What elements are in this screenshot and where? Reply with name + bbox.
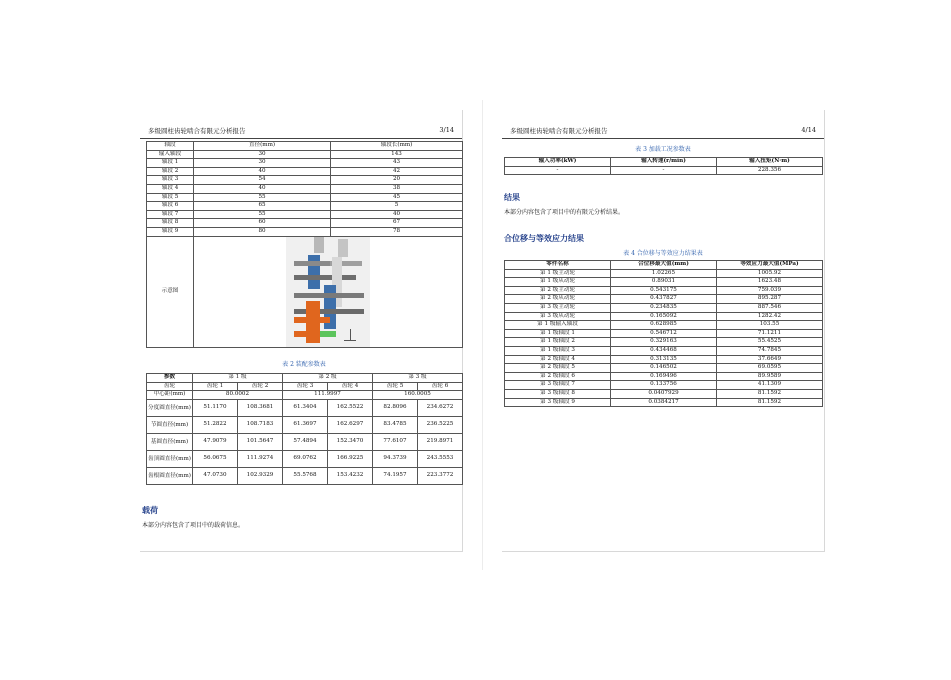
shaft-table [146,141,463,348]
section-title-result: 结果 [504,193,520,202]
table-cell: 45 [331,193,463,202]
table-row [147,159,463,168]
table-row [147,210,463,219]
table-caption-3: 表 3 加载工况参数表 [635,146,691,153]
table-cell: 65 [194,202,331,211]
table-cell: 108.3681 [238,399,283,416]
table-header-row [147,142,463,151]
table-cell: 67 [331,219,463,228]
table-cell: 0.165092 [611,312,717,321]
table-cell: 71.1211 [717,329,823,338]
row-label: 基圆直径(mm) [147,433,193,450]
page-header [510,126,816,138]
column-header: 输入转速(r/min) [611,158,717,167]
table-cell: 第 2 级从动轮 [505,295,611,304]
table-row [505,166,823,175]
column-header: 直径(mm) [194,142,331,151]
table-cell: 第 2 级轴段 5 [505,364,611,373]
column-header: 合位移最大值(mm) [611,261,717,270]
table-row [505,295,823,304]
header-title: 多级圆柱齿轮啮合有限元分析报告 [148,127,246,135]
header-rule [502,138,824,139]
header-rule [140,138,462,139]
gear-header: 齿轮 3 [283,382,328,391]
table-cell: 41.1309 [717,381,823,390]
table-cell: 轴段 6 [147,202,194,211]
table-cell: 0.329163 [611,338,717,347]
gearbox-assembly-diagram [286,237,370,347]
column-header: 等效应力最大值(MPa) [717,261,823,270]
table-cell: 第 3 级轴段 9 [505,398,611,407]
table-row [147,202,463,211]
page-number: 3/14 [439,126,454,134]
table-cell: 0.313135 [611,355,717,364]
table-cell: 55 [194,210,331,219]
table-cell: 162.6297 [328,416,373,433]
table-row [505,278,823,287]
column-header: 轴段长(mm) [331,142,463,151]
table-cell: 1.02265 [611,269,717,278]
table-cell: 108.7183 [238,416,283,433]
table-cell: - [505,166,611,175]
center-distance-label: 中心距(mm) [147,391,193,400]
table-row [147,416,463,433]
stage-header: 第 2 级 [283,374,373,383]
table-row [147,399,463,416]
table-cell: 0.0384217 [611,398,717,407]
table-cell: 第 3 级从动轮 [505,312,611,321]
column-header: 零件名称 [505,261,611,270]
table-header-row [505,158,823,167]
table-cell: 56.0675 [193,450,238,467]
table-cell: 55 [194,193,331,202]
table-cell: 101.5647 [238,433,283,450]
gear-row-label: 齿轮 [147,382,193,391]
table-row [147,467,463,484]
table-cell: 51.2822 [193,416,238,433]
table-cell: 43 [331,159,463,168]
table-cell: 81.1592 [717,398,823,407]
table-cell: 895.287 [717,295,823,304]
page-number: 4/14 [801,126,816,134]
table-cell: 38 [331,184,463,193]
table-row [505,329,823,338]
table-cell: 47.0730 [193,467,238,484]
diagram-row [147,236,463,347]
table-cell: 0.628985 [611,321,717,330]
table-cell: 243.5553 [418,450,463,467]
table-row [147,227,463,236]
table-cell: 0.546712 [611,329,717,338]
table-row [505,372,823,381]
table-row [505,321,823,330]
table-row [505,398,823,407]
table-cell: 153.4232 [328,467,373,484]
table-cell: 61.3697 [283,416,328,433]
table-caption-4: 表 4 合位移与等效应力结果表 [623,250,703,257]
table-row [505,269,823,278]
center-distance-value: 160.0005 [373,391,463,400]
table-cell: 94.3739 [373,450,418,467]
table-cell: 30 [194,150,331,159]
table-cell: 输入轴段 [147,150,194,159]
table-cell: 第 1 级输入轴段 [505,321,611,330]
table-cell: 1282.42 [717,312,823,321]
diagram-label: 示意图 [147,236,194,347]
table-cell: 77.6107 [373,433,418,450]
table-cell: 74.1957 [373,467,418,484]
table-row [147,167,463,176]
table-cell: 143 [331,150,463,159]
table-cell: 103.55 [717,321,823,330]
table-cell: 78 [331,227,463,236]
page-divider [482,100,483,570]
table-row [505,312,823,321]
table-cell: 第 2 级主动轮 [505,286,611,295]
param-header: 参数 [147,374,193,383]
row-label: 齿根圆直径(mm) [147,467,193,484]
page-header [148,126,454,138]
report-page-3 [140,110,463,552]
table-cell: 轴段 1 [147,159,194,168]
gear-header: 齿轮 6 [418,382,463,391]
table-cell: 111.9274 [238,450,283,467]
table-cell: 55.4525 [717,338,823,347]
table-cell: 57.4894 [283,433,328,450]
gear-header: 齿轮 1 [193,382,238,391]
gear-parameter-table [146,373,463,485]
table-cell: 162.5522 [328,399,373,416]
result-table [504,260,823,407]
table-cell: 60 [194,219,331,228]
table-cell: 0.234835 [611,303,717,312]
column-header: 轴段 [147,142,194,151]
table-cell: 69.0762 [283,450,328,467]
table-row [147,184,463,193]
table-cell: 887.546 [717,303,823,312]
center-distance-value: 80.0002 [193,391,283,400]
table-cell: 5 [331,202,463,211]
report-page-4 [502,110,825,552]
row-label: 节圆直径(mm) [147,416,193,433]
table-cell: 30 [194,159,331,168]
column-header: 输入扭矩(N·m) [717,158,823,167]
header-title: 多级圆柱齿轮啮合有限元分析报告 [510,127,608,135]
table-cell: 第 3 级主动轮 [505,303,611,312]
table-cell: 152.3470 [328,433,373,450]
row-label: 齿顶圆直径(mm) [147,450,193,467]
section-text-load: 本部分内容包含了项目中的载荷信息。 [142,522,245,529]
table-cell: 轴段 3 [147,176,194,185]
table-cell: 轴段 9 [147,227,194,236]
table-row [147,193,463,202]
table-cell: 228.356 [717,166,823,175]
table-cell: 89.9589 [717,372,823,381]
gear-header: 齿轮 5 [373,382,418,391]
table-cell: 166.9225 [328,450,373,467]
table-cell: 第 1 级从动轮 [505,278,611,287]
table-cell: 61.3404 [283,399,328,416]
table-cell: 40 [331,210,463,219]
section-title-displacement: 合位移与等效应力结果 [504,234,584,243]
table-cell: 40 [194,167,331,176]
table-cell: 1005.92 [717,269,823,278]
table-cell: 0.543175 [611,286,717,295]
table-cell: 54 [194,176,331,185]
table-cell: 第 1 级轴段 1 [505,329,611,338]
table-row [505,346,823,355]
table-cell: 20 [331,176,463,185]
center-distance-value: 111.9997 [283,391,373,400]
gear-header: 齿轮 2 [238,382,283,391]
table-cell: 81.1592 [717,389,823,398]
stage-header: 第 1 级 [193,374,283,383]
table-cell: 219.8971 [418,433,463,450]
table-row [505,389,823,398]
table-cell: 223.3772 [418,467,463,484]
table-row [505,381,823,390]
table-row [505,286,823,295]
table-cell: 0.434468 [611,346,717,355]
table-cell: 第 3 级轴段 8 [505,389,611,398]
table-row [505,364,823,373]
table-cell: 0.169496 [611,372,717,381]
table-cell: 0.146502 [611,364,717,373]
table-cell: 83.4785 [373,416,418,433]
table-cell: 轴段 4 [147,184,194,193]
table-cell: 第 1 级轴段 3 [505,346,611,355]
table-cell: 第 2 级轴段 6 [505,372,611,381]
table-cell: 轴段 7 [147,210,194,219]
table-cell: 1623.48 [717,278,823,287]
assembly-diagram-cell [194,236,463,347]
table-cell: 69.0595 [717,364,823,373]
table-cell: 47.9079 [193,433,238,450]
table-cell: 0.133756 [611,381,717,390]
table-cell: 40 [194,184,331,193]
table-row [147,219,463,228]
stage-header-row [147,374,463,383]
table-caption-2: 表 2 装配参数表 [282,361,326,368]
table-cell: 759.039 [717,286,823,295]
table-cell: 第 1 级主动轮 [505,269,611,278]
column-header: 输入功率(kW) [505,158,611,167]
table-cell: 第 3 级轴段 7 [505,381,611,390]
table-cell: 第 1 级轴段 2 [505,338,611,347]
row-label: 分度圆直径(mm) [147,399,193,416]
table-cell: 0.89031 [611,278,717,287]
table-cell: 74.7845 [717,346,823,355]
table-row [505,303,823,312]
table-cell: 轴段 5 [147,193,194,202]
table-cell: 51.1170 [193,399,238,416]
table-row [147,433,463,450]
table-row [147,450,463,467]
table-row [147,176,463,185]
table-cell: 37.6649 [717,355,823,364]
table-cell: 第 2 级轴段 4 [505,355,611,364]
table-cell: - [611,166,717,175]
table-header-row [505,261,823,270]
table-cell: 80 [194,227,331,236]
table-cell: 55.5768 [283,467,328,484]
table-row [147,150,463,159]
table-cell: 42 [331,167,463,176]
table-row [505,338,823,347]
stage-header: 第 3 级 [373,374,463,383]
table-row [505,355,823,364]
table-cell: 0.437827 [611,295,717,304]
table-cell: 轴段 8 [147,219,194,228]
table-cell: 236.5225 [418,416,463,433]
gear-header-row [147,382,463,391]
load-condition-table [504,157,823,175]
section-text-result: 本部分内容包含了项目中的有限元分析结果。 [504,209,625,216]
center-distance-row [147,391,463,400]
table-cell: 234.6272 [418,399,463,416]
section-title-load: 载荷 [142,506,158,515]
table-cell: 轴段 2 [147,167,194,176]
table-cell: 0.0407929 [611,389,717,398]
gear-header: 齿轮 4 [328,382,373,391]
table-cell: 102.9329 [238,467,283,484]
table-cell: 82.8096 [373,399,418,416]
